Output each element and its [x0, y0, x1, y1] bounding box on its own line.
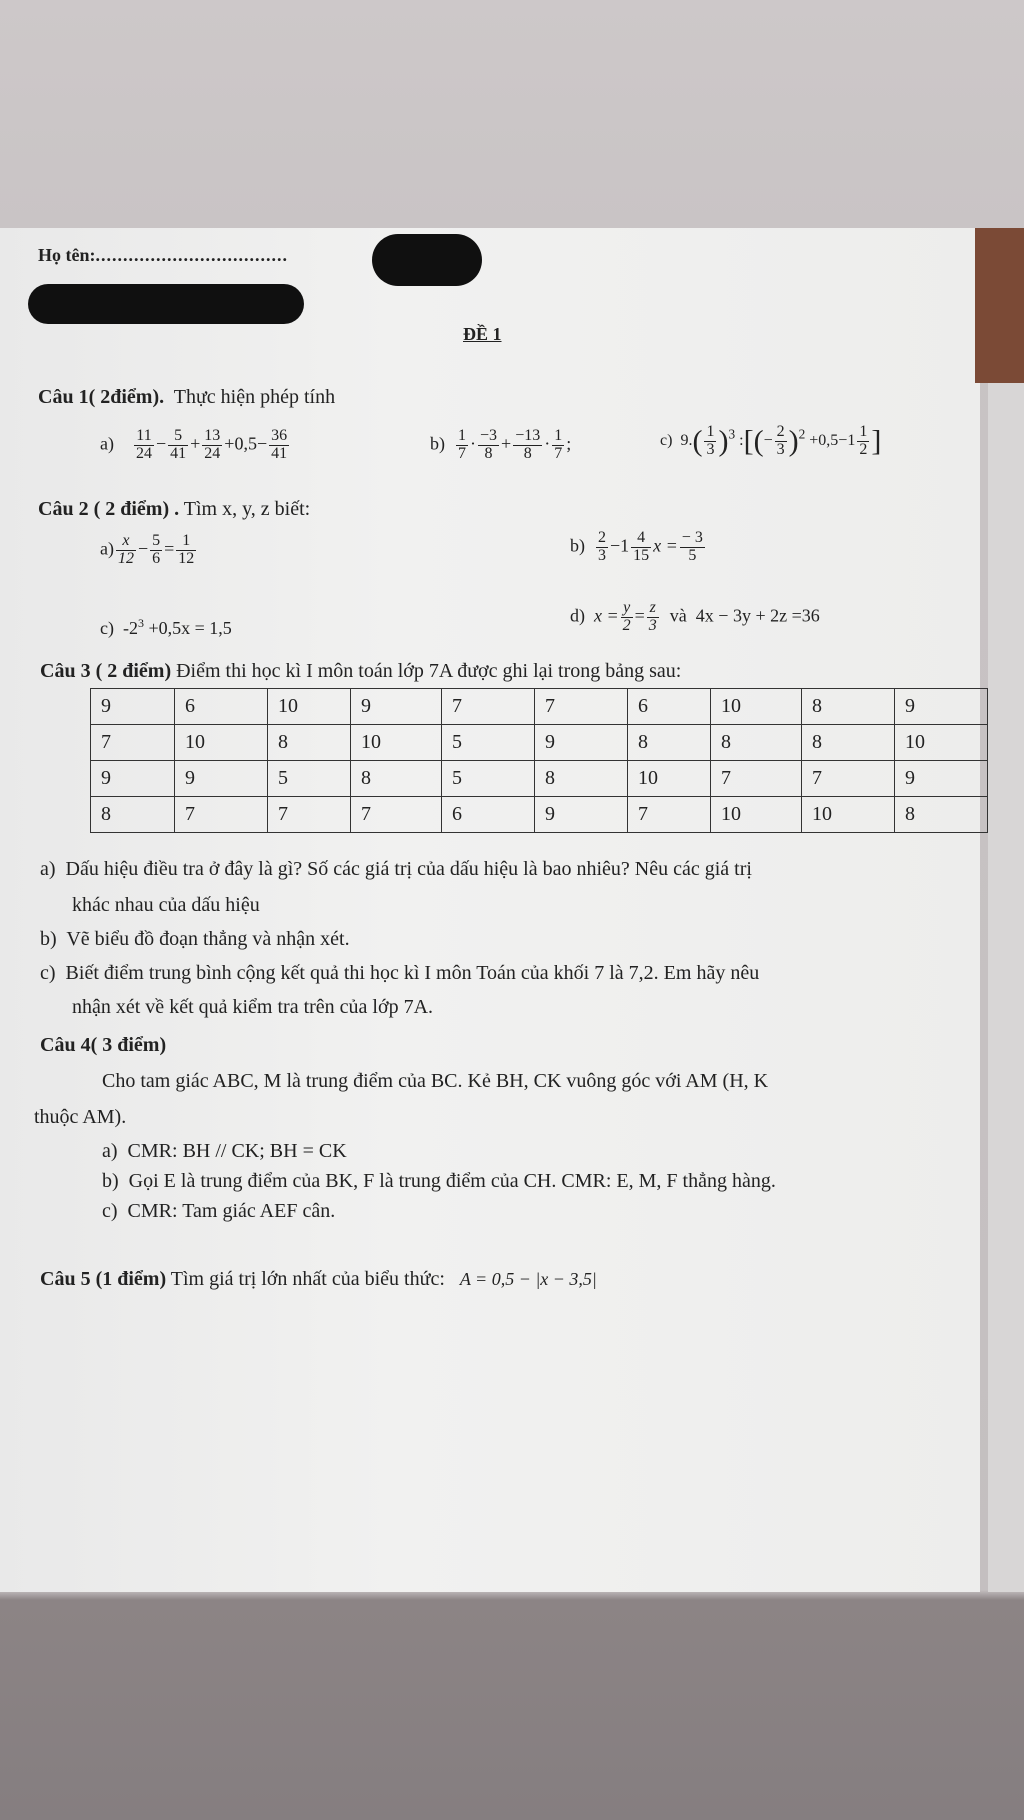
table-cell: 7 — [535, 689, 628, 725]
table-cell: 7 — [628, 797, 711, 833]
name-label: Họ tên:................................... — [38, 245, 288, 265]
q2-heading: Câu 2 ( 2 điểm) . Tìm x, y, z biết: — [38, 498, 311, 520]
table-cell: 8 — [628, 725, 711, 761]
table-cell: 8 — [351, 761, 442, 797]
table-row — [91, 797, 988, 833]
q2-a-expression: a) $\frac{x}{12}$ − $\frac{5}{6}$ = $\frac{1}{12}$ — [100, 532, 195, 567]
q4-heading: Câu 4( 3 điểm) — [40, 1034, 167, 1056]
table-cell: 8 — [802, 725, 895, 761]
q5-text: Câu 5 (1 điểm) Tìm giá trị lớn nhất của biểu thức: A = 0,5 − |x − 3,5| — [40, 1268, 597, 1290]
q1-b-expression: b) $\frac{1}{7}$ · $\frac{-3}{8}$ + $\frac{-13}{8}$ · $\frac{1}{7}$ ; — [430, 427, 572, 462]
table-cell: 10 — [175, 725, 268, 761]
table-cell: 9 — [351, 689, 442, 725]
table-cell: 8 — [268, 725, 351, 761]
table-cell: 8 — [535, 761, 628, 797]
table-cell: 7 — [91, 725, 175, 761]
q4-statement: Cho tam giác ABC, M là trung điểm của BC. Kẻ BH, CK vuông góc với AM (H, K — [102, 1070, 769, 1092]
table-cell: 10 — [895, 725, 988, 761]
table-cell: 8 — [91, 797, 175, 833]
q4-a-text: a) CMR: BH // CK; BH = CK — [102, 1140, 347, 1162]
q3-heading: Câu 3 ( 2 điểm) Điểm thi học kì I môn toán lớp 7A được ghi lại trong bảng sau: — [40, 660, 682, 682]
table-cell: 10 — [628, 761, 711, 797]
q3-c-text-cont: nhận xét về kết quả kiểm tra trên của lớp 7A. — [72, 996, 434, 1018]
q2-c-expression: c) $-2^3 +0,5x = 1,5$ — [100, 616, 232, 638]
table-cell: 10 — [711, 797, 802, 833]
q3-b-text: b) Vẽ biểu đồ đoạn thẳng và nhận xét. — [40, 928, 350, 950]
table-row — [91, 761, 988, 797]
table-cell: 6 — [628, 689, 711, 725]
table-cell: 5 — [442, 725, 535, 761]
table-cell: 10 — [268, 689, 351, 725]
table-cell: 7 — [802, 761, 895, 797]
table-cell: 10 — [711, 689, 802, 725]
table-cell: 6 — [442, 797, 535, 833]
table-cell: 9 — [91, 761, 175, 797]
table-cell: 9 — [895, 689, 988, 725]
q3-a-text: a) Dấu hiệu điều tra ở đây là gì? Số các giá trị của dấu hiệu là bao nhiêu? Nêu các giá trị — [40, 858, 752, 880]
redaction-mark — [372, 234, 482, 286]
q1-c-expression: c) 9.( $\frac{1}{3}$ )$^3$ :[(− $\frac{2}{3}$ )$^2$ +0,5−1 $\frac{1}{2}$ ] — [660, 423, 882, 458]
table-cell: 9 — [91, 689, 175, 725]
table-cell: 6 — [175, 689, 268, 725]
q4-statement-cont: thuộc AM). — [34, 1106, 127, 1128]
q3-c-text: c) Biết điểm trung bình cộng kết quả thi học kì I môn Toán của khối 7 là 7,2. Em hãy nêu — [40, 962, 760, 984]
exam-title: ĐỀ 1 — [463, 324, 502, 344]
q4-c-text: c) CMR: Tam giác AEF cân. — [102, 1200, 336, 1222]
table-edge — [975, 228, 1024, 383]
table-cell: 5 — [442, 761, 535, 797]
table-cell: 10 — [802, 797, 895, 833]
table-cell: 9 — [535, 725, 628, 761]
q3-a-text-cont: khác nhau của dấu hiệu — [72, 894, 260, 916]
table-cell: 8 — [711, 725, 802, 761]
q1-heading: Câu 1( 2điểm). Thực hiện phép tính — [38, 386, 336, 408]
table-cell: 7 — [175, 797, 268, 833]
redaction-mark — [28, 284, 304, 324]
table-cell: 8 — [895, 797, 988, 833]
q2-d-expression: d) x = $\frac{y}{2}$ = $\frac{z}{3}$ và 4x − 3y + 2z =36 — [570, 599, 820, 634]
paper-edge — [988, 383, 1024, 1592]
table-cell: 7 — [351, 797, 442, 833]
q2-b-expression: b) $\frac{2}{3}$ −1 $\frac{4}{15}$ x = $\frac{- 3}{5}$ — [570, 529, 703, 564]
table-cell: 9 — [175, 761, 268, 797]
score-table — [90, 688, 988, 833]
table-cell: 10 — [351, 725, 442, 761]
table-cell: 7 — [268, 797, 351, 833]
table-cell: 5 — [268, 761, 351, 797]
table-cell: 8 — [802, 689, 895, 725]
table-cell: 9 — [535, 797, 628, 833]
table-cell: 7 — [711, 761, 802, 797]
q1-a-expression: a) $\frac{11}{24}$ − $\frac{5}{41}$ + $\frac{13}{24}$ +0,5− $\frac{36}{41}$ — [100, 427, 288, 462]
table-cell: 7 — [442, 689, 535, 725]
table-row — [91, 725, 988, 761]
table-cell: 9 — [895, 761, 988, 797]
table-row — [91, 689, 988, 725]
q4-b-text: b) Gọi E là trung điểm của BK, F là trung điểm của CH. CMR: E, M, F thẳng hàng. — [102, 1170, 776, 1192]
